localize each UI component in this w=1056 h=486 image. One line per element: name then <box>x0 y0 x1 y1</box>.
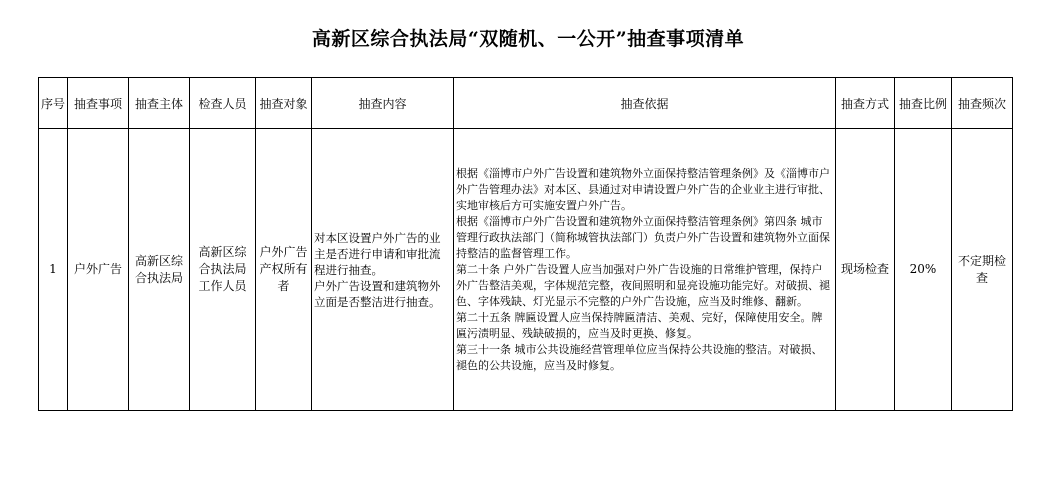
header-content: 抽查内容 <box>312 78 454 129</box>
header-item: 抽查事项 <box>68 78 129 129</box>
cell-inspector <box>190 129 256 411</box>
header-subject: 抽查主体 <box>129 78 190 129</box>
basis-paragraph: 第三十一条 城市公共设施经营管理单位应当保持公共设施的整洁。对破损、褪色的公共设施，应当及时修复。 <box>456 342 823 372</box>
cell-method <box>836 129 895 411</box>
cell-frequency <box>952 129 1013 411</box>
basis-paragraph: 第二十条 户外广告设置人应当加强对户外广告设施的日常维护管理，保持户外广告整洁美观，字体规范完整，夜间照明和显亮设施功能完好。对破损、褪色、字体残缺、灯光显示不完整的户外广告设施，应当及时维修、翻新。 <box>456 262 830 308</box>
row-ratio: 20% <box>909 262 937 276</box>
header-frequency: 抽查频次 <box>952 78 1013 129</box>
header-ratio: 抽查比例 <box>895 78 952 129</box>
cell-basis <box>454 129 836 411</box>
cell-content <box>312 129 454 411</box>
row-basis <box>454 166 835 374</box>
row-item: 户外广告 <box>73 262 122 276</box>
inspection-items-table <box>38 77 1013 411</box>
header-inspector: 检查人员 <box>190 78 256 129</box>
row-target: 户外广告产权所有者 <box>259 245 308 293</box>
table-row <box>39 129 1013 411</box>
cell-target <box>256 129 312 411</box>
header-target: 抽查对象 <box>256 78 312 129</box>
row-inspector: 高新区综合执法局工作人员 <box>198 245 247 293</box>
basis-paragraph: 根据《淄博市户外广告设置和建筑物外立面保持整洁管理条例》及《淄博市户外广告管理办法》对本区、县通过对申请设置户外广告的企业业主进行审批、实地审核后方可实施安置户外广告。 <box>456 166 830 212</box>
row-content: 对本区设置户外广告的业主是否进行申请和审批流程进行抽查。 户外广告设置和建筑物外立面是否整洁进行抽查。 <box>314 230 441 309</box>
row-method: 现场检查 <box>840 262 889 276</box>
row-frequency: 不定期检查 <box>957 253 1006 285</box>
basis-paragraph: 根据《淄博市户外广告设置和建筑物外立面保持整洁管理条例》第四条 城市管理行政执法部门（简称城管执法部门）负责户外广告设置和建筑物外立面保持整洁的监督管理工作。 <box>456 214 830 260</box>
header-method: 抽查方式 <box>836 78 895 129</box>
cell-subject <box>129 129 190 411</box>
header-no: 序号 <box>39 78 68 129</box>
cell-item <box>68 129 129 411</box>
header-basis: 抽查依据 <box>454 78 836 129</box>
row-subject: 高新区综合执法局 <box>134 253 183 285</box>
cell-no <box>39 129 68 411</box>
table-header-row <box>39 78 1013 129</box>
basis-paragraph: 第二十五条 牌匾设置人应当保持牌匾清洁、美观、完好，保障使用安全。牌匾污渍明显、残缺破损的，应当及时更换、修复。 <box>456 310 823 340</box>
page-title: 高新区综合执法局“双随机、一公开”抽查事项清单 <box>311 28 745 50</box>
cell-ratio <box>895 129 952 411</box>
row-no: 1 <box>49 262 57 276</box>
